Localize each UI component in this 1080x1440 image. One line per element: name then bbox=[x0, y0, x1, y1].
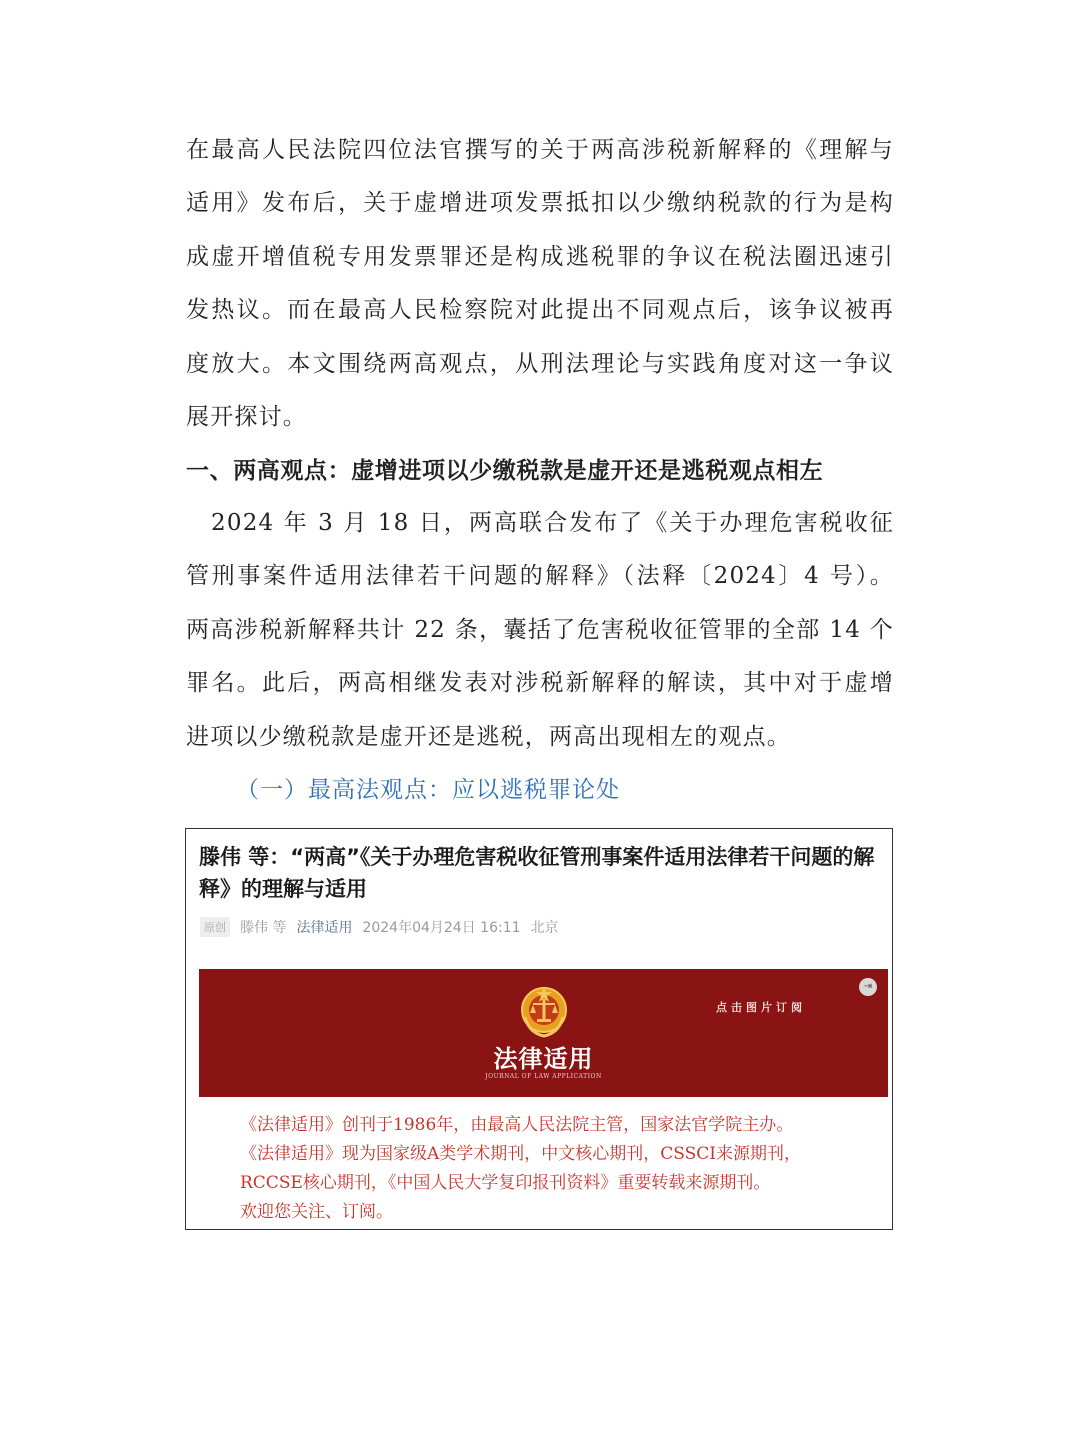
paragraph-line: 管刑事案件适用法律若干问题的解释》（法释〔2024〕4 号）。 bbox=[186, 563, 894, 590]
paragraph-line: 适用》发布后，关于虚增进项发票抵扣以少缴纳税款的行为是构 bbox=[186, 190, 894, 217]
banner-journal-title: 法律适用 bbox=[493, 1045, 594, 1073]
publish-datetime: 2024年04月24日 16:11 bbox=[362, 920, 521, 936]
original-badge: 原创 bbox=[200, 917, 230, 937]
paragraph-line: 进项以少缴税款是虚开还是逃税，两高出现相左的观点。 bbox=[186, 723, 791, 750]
expand-icon[interactable]: ⇥ bbox=[859, 978, 877, 996]
article-author: 滕伟 等 bbox=[240, 920, 287, 936]
article-meta bbox=[200, 917, 559, 937]
source-account-link[interactable]: 法律适用 bbox=[296, 920, 353, 936]
paragraph-line: 罪名。此后，两高相继发表对涉税新解释的解读，其中对于虚增 bbox=[186, 670, 894, 697]
paragraph-background bbox=[186, 497, 894, 764]
intro-line: 欢迎您关注、订阅。 bbox=[240, 1202, 393, 1222]
intro-line: 《法律适用》创刊于1986年，由最高人民法院主管，国家法官学院主办。 bbox=[240, 1115, 794, 1135]
paragraph-line: 在最高人民法院四位法官撰写的关于两高涉税新解释的《理解与 bbox=[186, 137, 894, 163]
court-emblem-icon bbox=[519, 983, 569, 1039]
article-screenshot[interactable] bbox=[185, 828, 893, 1230]
paragraph-line: 发热议。而在最高人民检察院对此提出不同观点后，该争议被再 bbox=[186, 297, 894, 324]
section-heading: 一、两高观点：虚增进项以少缴税款是虚开还是逃税观点相左 bbox=[186, 457, 824, 484]
intro-line: RCCSE核心期刊，《中国人民大学复印报刊资料》重要转载来源期刊。 bbox=[240, 1173, 771, 1193]
banner-journal-subtitle: JOURNAL OF LAW APPLICATION bbox=[485, 1073, 602, 1080]
paragraph-line: 成虚开增值税专用发票罪还是构成逃税罪的争议在税法圈迅速引 bbox=[186, 243, 894, 270]
subscribe-link[interactable]: 点击图片订阅 bbox=[716, 1001, 806, 1014]
journal-banner[interactable] bbox=[199, 969, 888, 1097]
paragraph-line: 展开探讨。 bbox=[186, 403, 307, 430]
paragraph-intro bbox=[186, 124, 894, 444]
paragraph-line: 2024 年 3 月 18 日，两高联合发布了《关于办理危害税收征 bbox=[186, 510, 894, 536]
intro-line: 《法律适用》现为国家级A类学术期刊，中文核心期刊，CSSCI来源期刊， bbox=[240, 1144, 801, 1164]
publish-location: 北京 bbox=[530, 920, 559, 936]
paragraph-line: 两高涉税新解释共计 22 条，囊括了危害税收征管罪的全部 14 个 bbox=[186, 616, 894, 643]
journal-intro bbox=[240, 1111, 880, 1227]
article-title[interactable]: 滕伟 等：“两高”《关于办理危害税收征管刑事案件适用法律若干问题的解释》的理解与适用 bbox=[199, 845, 875, 901]
paragraph-line: 度放大。本文围绕两高观点，从刑法理论与实践角度对这一争议 bbox=[186, 350, 894, 377]
subsection-heading: （一）最高法观点：应以逃税罪论处 bbox=[236, 777, 620, 803]
